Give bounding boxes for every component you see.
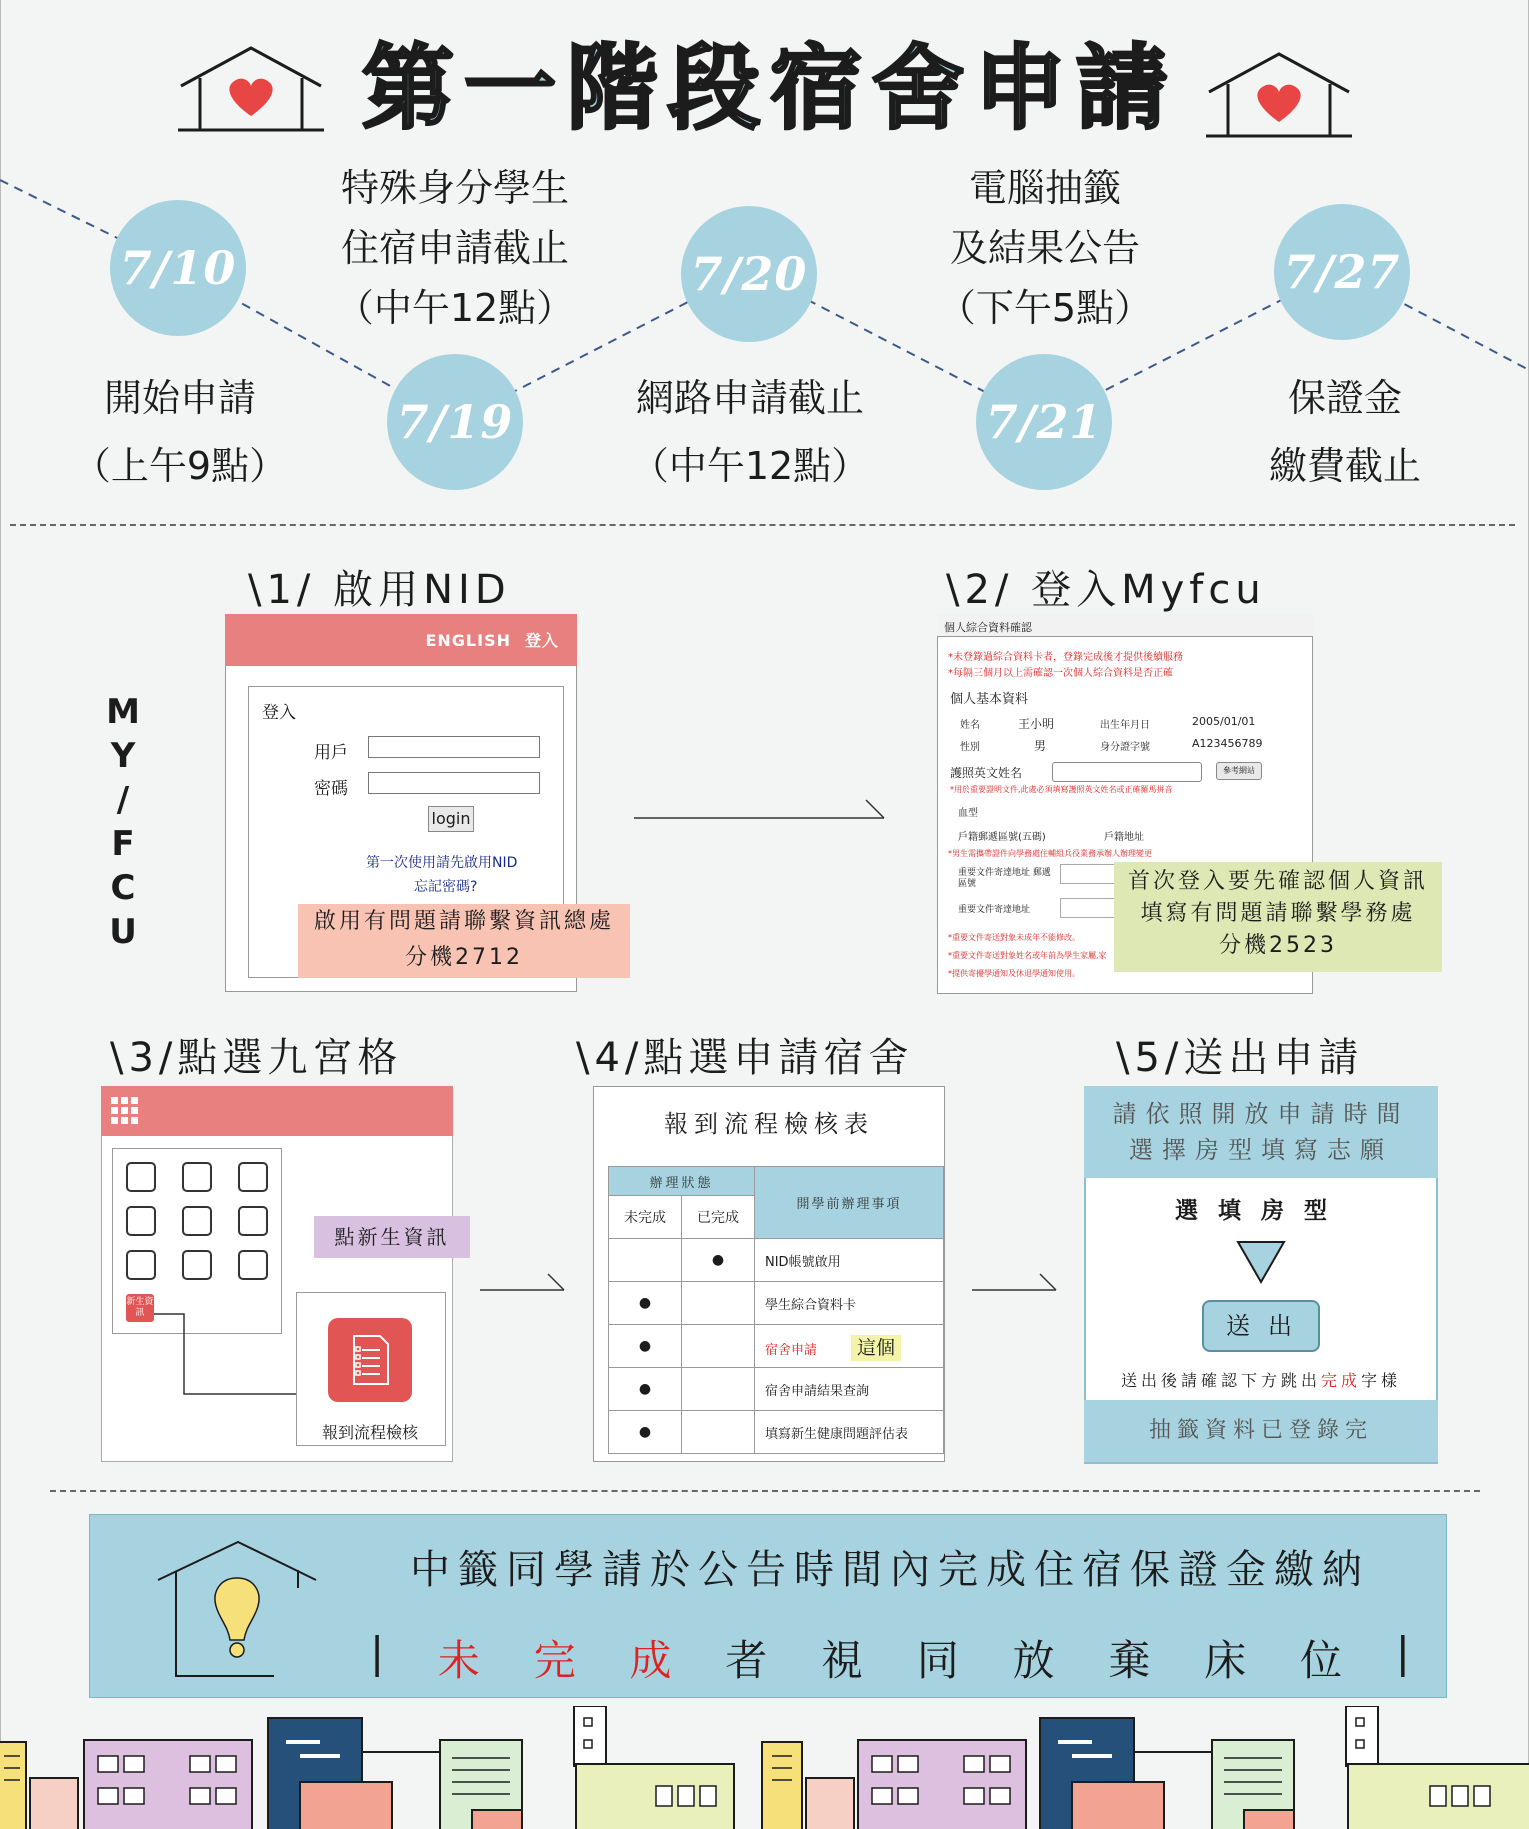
birth-value: 2005/01/01 bbox=[1192, 715, 1256, 728]
footnote-1: *重要文件寄送對象未成年不能修改。 bbox=[948, 933, 1080, 942]
address-label: 戶籍地址 bbox=[1104, 832, 1144, 843]
first-use-nid-link[interactable]: 第一次使用請先啟用NID bbox=[366, 855, 518, 871]
house-bulb-icon bbox=[156, 1540, 318, 1680]
password-input[interactable] bbox=[368, 772, 540, 794]
reference-site-button[interactable]: 參考網站 bbox=[1216, 762, 1262, 780]
timeline-line: 繳費截止 bbox=[1268, 444, 1421, 488]
timeline-line: （中午12點） bbox=[335, 286, 575, 330]
nid-header-bar bbox=[225, 614, 577, 666]
confirm-hint bbox=[1084, 1368, 1438, 1391]
section-divider bbox=[50, 1490, 1480, 1492]
confirm-hint-red: 完成 bbox=[1320, 1371, 1361, 1390]
note-line: 首次登入要先確認個人資訊 bbox=[1127, 869, 1428, 894]
warning-1: *未登錄過綜合資料卡者，登錄完成後才提供後續服務 bbox=[948, 652, 1183, 663]
timeline-line: （上午9點） bbox=[72, 444, 288, 488]
passport-name-label: 護照英文姓名 bbox=[950, 766, 1023, 780]
login-title: 登入 bbox=[262, 703, 296, 723]
banner-char: 棄 bbox=[1108, 1636, 1151, 1685]
forgot-password-link[interactable]: 忘記密碼? bbox=[414, 879, 478, 895]
name-label: 姓名 bbox=[960, 720, 980, 731]
english-link[interactable]: ENGLISH bbox=[425, 631, 511, 650]
grid-app-icon[interactable] bbox=[126, 1206, 156, 1236]
banner-red-char: 未 bbox=[437, 1636, 480, 1685]
mail-address-input[interactable] bbox=[1060, 898, 1122, 918]
complete-cell: ● bbox=[682, 1239, 755, 1282]
timeline-line: 保證金 bbox=[1287, 376, 1402, 420]
checklist-table bbox=[608, 1166, 944, 1454]
postal-code-label: 戶籍郵遞區號(五碼) bbox=[958, 832, 1046, 843]
timeline-line: 電腦抽籤 bbox=[968, 166, 1121, 210]
timeline-line: 開始申請 bbox=[103, 376, 256, 420]
submit-instructions bbox=[1084, 1086, 1438, 1178]
banner-bar-left: | bbox=[370, 1628, 385, 1677]
timeline-line: 及結果公告 bbox=[949, 226, 1140, 270]
mail-address-postal-label: 重要文件寄達地址 郵遞區號 bbox=[958, 868, 1051, 889]
freshman-info-callout: 點新生資訊 bbox=[314, 1216, 470, 1258]
table-row bbox=[609, 1282, 944, 1325]
step5-heading: \5/送出申請 bbox=[1116, 1035, 1364, 1081]
submission-complete-bar bbox=[1084, 1400, 1438, 1462]
choose-room-type: 選填房型 bbox=[1175, 1198, 1347, 1224]
table-row bbox=[609, 1325, 944, 1368]
section-divider bbox=[10, 524, 1515, 526]
vertical-letter: / bbox=[116, 780, 130, 820]
date-circle-7-27: 7/27 bbox=[1274, 204, 1410, 340]
myfcu-vertical-label bbox=[100, 690, 146, 954]
banner-red-char: 完 bbox=[533, 1636, 576, 1685]
note-line: 填寫有問題請聯繫學務處 bbox=[1140, 901, 1416, 926]
incomplete-cell: ● bbox=[609, 1368, 682, 1411]
freshman-info-icon[interactable]: 新生資訊 bbox=[126, 1294, 154, 1322]
name-value: 王小明 bbox=[1018, 717, 1055, 731]
instruction-line: 選擇房型填寫志願 bbox=[1129, 1136, 1393, 1164]
note-line: 分機2712 bbox=[405, 945, 523, 970]
login-button[interactable]: login bbox=[428, 806, 474, 832]
vertical-letter: F bbox=[111, 824, 135, 864]
item-cell: 填寫新生健康問題評估表 bbox=[755, 1411, 944, 1454]
timeline-text-7-10 bbox=[60, 368, 300, 496]
mail-postal-input[interactable] bbox=[1060, 864, 1122, 884]
page-title: 第一階段宿舍申請 bbox=[361, 35, 1178, 142]
basic-info-section: 個人基本資料 bbox=[950, 692, 1029, 707]
step2-heading: \2/ 登入Myfcu bbox=[946, 567, 1266, 613]
incomplete-cell: ● bbox=[609, 1325, 682, 1368]
gender-label: 性別 bbox=[960, 742, 980, 753]
timeline-text-7-20 bbox=[590, 368, 910, 496]
timeline-line: （中午12點） bbox=[630, 444, 870, 488]
grid-app-icon[interactable] bbox=[126, 1162, 156, 1192]
id-value: A123456789 bbox=[1192, 737, 1263, 750]
passport-name-input[interactable] bbox=[1052, 762, 1202, 782]
user-input[interactable] bbox=[368, 736, 540, 758]
nine-grid-icon[interactable] bbox=[110, 1096, 140, 1126]
blood-type-label: 血型 bbox=[958, 808, 978, 819]
mail-address-label: 重要文件寄達地址 bbox=[958, 905, 1031, 915]
grid-app-icon[interactable] bbox=[126, 1250, 156, 1280]
submission-complete-text: 抽籤資料已登錄完 bbox=[1148, 1418, 1373, 1443]
table-row bbox=[609, 1239, 944, 1282]
timeline-line: 住宿申請截止 bbox=[340, 226, 569, 270]
grid-menu-bar bbox=[101, 1086, 453, 1136]
incomplete-header: 未完成 bbox=[609, 1196, 682, 1239]
timeline-line: （下午5點） bbox=[937, 286, 1153, 330]
banner-char: 床 bbox=[1204, 1636, 1247, 1685]
item-cell: 學生綜合資料卡 bbox=[755, 1282, 944, 1325]
warning-2: *每隔三個月以上需確認一次個人綜合資料是否正確 bbox=[948, 668, 1173, 679]
complete-cell bbox=[682, 1368, 755, 1411]
timeline-text-7-27 bbox=[1220, 368, 1470, 496]
step4-heading: \4/點選申請宿舍 bbox=[576, 1035, 914, 1081]
grid-app-icon[interactable] bbox=[182, 1162, 212, 1192]
banner-bar-right: | bbox=[1395, 1628, 1410, 1677]
checklist-icon bbox=[328, 1318, 412, 1402]
arrow-icon bbox=[480, 1270, 566, 1294]
incomplete-cell: ● bbox=[609, 1411, 682, 1454]
grid-app-icon[interactable] bbox=[238, 1162, 268, 1192]
timeline-text-7-21 bbox=[890, 158, 1200, 338]
timeline-line: 特殊身分學生 bbox=[340, 166, 569, 210]
checklist-tile-label: 報到流程檢核 bbox=[321, 1423, 418, 1442]
checklist-title: 報到流程檢核表 bbox=[664, 1110, 874, 1138]
status-header: 辦理狀態 bbox=[609, 1167, 755, 1196]
date-circle-7-19: 7/19 bbox=[387, 354, 523, 490]
grid-app-icon[interactable] bbox=[182, 1250, 212, 1280]
vertical-letter: Y bbox=[110, 736, 136, 776]
nid-header-links bbox=[425, 628, 559, 651]
table-row bbox=[609, 1368, 944, 1411]
arrow-icon bbox=[634, 798, 888, 822]
complete-cell bbox=[682, 1411, 755, 1454]
profile-form-title: 個人綜合資料確認 bbox=[944, 621, 1032, 634]
date-circle-7-20: 7/20 bbox=[681, 206, 817, 342]
incomplete-cell bbox=[609, 1239, 682, 1282]
this-one-highlight: 這個 bbox=[851, 1335, 901, 1361]
items-header: 開學前辦理事項 bbox=[755, 1167, 944, 1239]
connector-arrow bbox=[150, 1310, 320, 1400]
grid-app-icon[interactable] bbox=[182, 1206, 212, 1236]
note-line: 啟用有問題請聯繫資訊總處 bbox=[313, 909, 614, 934]
item-cell: 宿舍申請結果查詢 bbox=[755, 1368, 944, 1411]
grid-app-icon[interactable] bbox=[238, 1250, 268, 1280]
step3-heading: \3/點選九宮格 bbox=[110, 1035, 403, 1081]
banner-char: 放 bbox=[1012, 1636, 1055, 1685]
vertical-letter: U bbox=[109, 912, 137, 952]
timeline-line: 網路申請截止 bbox=[635, 376, 864, 420]
birth-label: 出生年月日 bbox=[1100, 720, 1150, 731]
gender-value: 男 bbox=[1034, 739, 1047, 753]
banner-char: 視 bbox=[821, 1636, 864, 1685]
vertical-letter: M bbox=[106, 692, 140, 732]
passport-note: *用於重要證明文件,此處必須填寫護照英文姓名或正確羅馬拼音 bbox=[950, 785, 1173, 794]
complete-cell bbox=[682, 1325, 755, 1368]
nid-help-note bbox=[298, 904, 630, 978]
login-link[interactable]: 登入 bbox=[524, 631, 559, 650]
footnote-2: *重要文件寄送對象姓名或年前為學生家屬,家 bbox=[948, 951, 1107, 960]
house-heart-icon-left bbox=[178, 44, 324, 134]
banner-char: 同 bbox=[916, 1636, 959, 1685]
male-note: *男生需攜帶證件向學務處住輔組兵役業務承辦人辦理變更 bbox=[948, 849, 1152, 858]
dorm-application-label[interactable]: 宿舍申請 bbox=[765, 1342, 818, 1358]
arrow-icon bbox=[972, 1270, 1058, 1294]
grid-app-icon[interactable] bbox=[238, 1206, 268, 1236]
complete-cell bbox=[682, 1282, 755, 1325]
banner-line1: 中籤同學請於公告時間內完成住宿保證金繳納 bbox=[410, 1547, 1370, 1593]
banner-red-char: 成 bbox=[629, 1636, 672, 1685]
table-row bbox=[609, 1411, 944, 1454]
user-label: 用戶 bbox=[314, 743, 348, 763]
id-label: 身分證字號 bbox=[1100, 742, 1150, 753]
dorm-application-link[interactable] bbox=[755, 1325, 944, 1368]
date-circle-7-21: 7/21 bbox=[976, 354, 1112, 490]
instruction-line: 請依照開放申請時間 bbox=[1112, 1100, 1410, 1128]
vertical-letter: C bbox=[110, 868, 136, 908]
note-line: 分機2523 bbox=[1219, 933, 1337, 958]
profile-help-note bbox=[1114, 862, 1442, 972]
complete-header: 已完成 bbox=[682, 1196, 755, 1239]
footnote-3: *提供寄擾學通知及休退學通知使用。 bbox=[948, 969, 1080, 978]
date-circle-7-10: 7/10 bbox=[110, 200, 246, 336]
incomplete-cell: ● bbox=[609, 1282, 682, 1325]
banner-char: 位 bbox=[1299, 1636, 1342, 1685]
house-heart-icon-right bbox=[1206, 50, 1352, 140]
submit-button[interactable]: 送出 bbox=[1202, 1300, 1320, 1352]
down-triangle-icon bbox=[1236, 1240, 1286, 1284]
item-cell: NID帳號啟用 bbox=[755, 1239, 944, 1282]
confirm-hint-text: 送出後請確認下方跳出 bbox=[1120, 1371, 1321, 1390]
confirm-hint-end: 字樣 bbox=[1361, 1371, 1402, 1390]
banner-char: 者 bbox=[725, 1636, 768, 1685]
timeline-text-7-19 bbox=[300, 158, 610, 338]
step1-heading: \1/ 啟用NID bbox=[248, 567, 511, 613]
password-label: 密碼 bbox=[314, 779, 348, 799]
banner-line2 bbox=[370, 1628, 1410, 1684]
city-skyline-illustration bbox=[0, 1706, 1529, 1829]
